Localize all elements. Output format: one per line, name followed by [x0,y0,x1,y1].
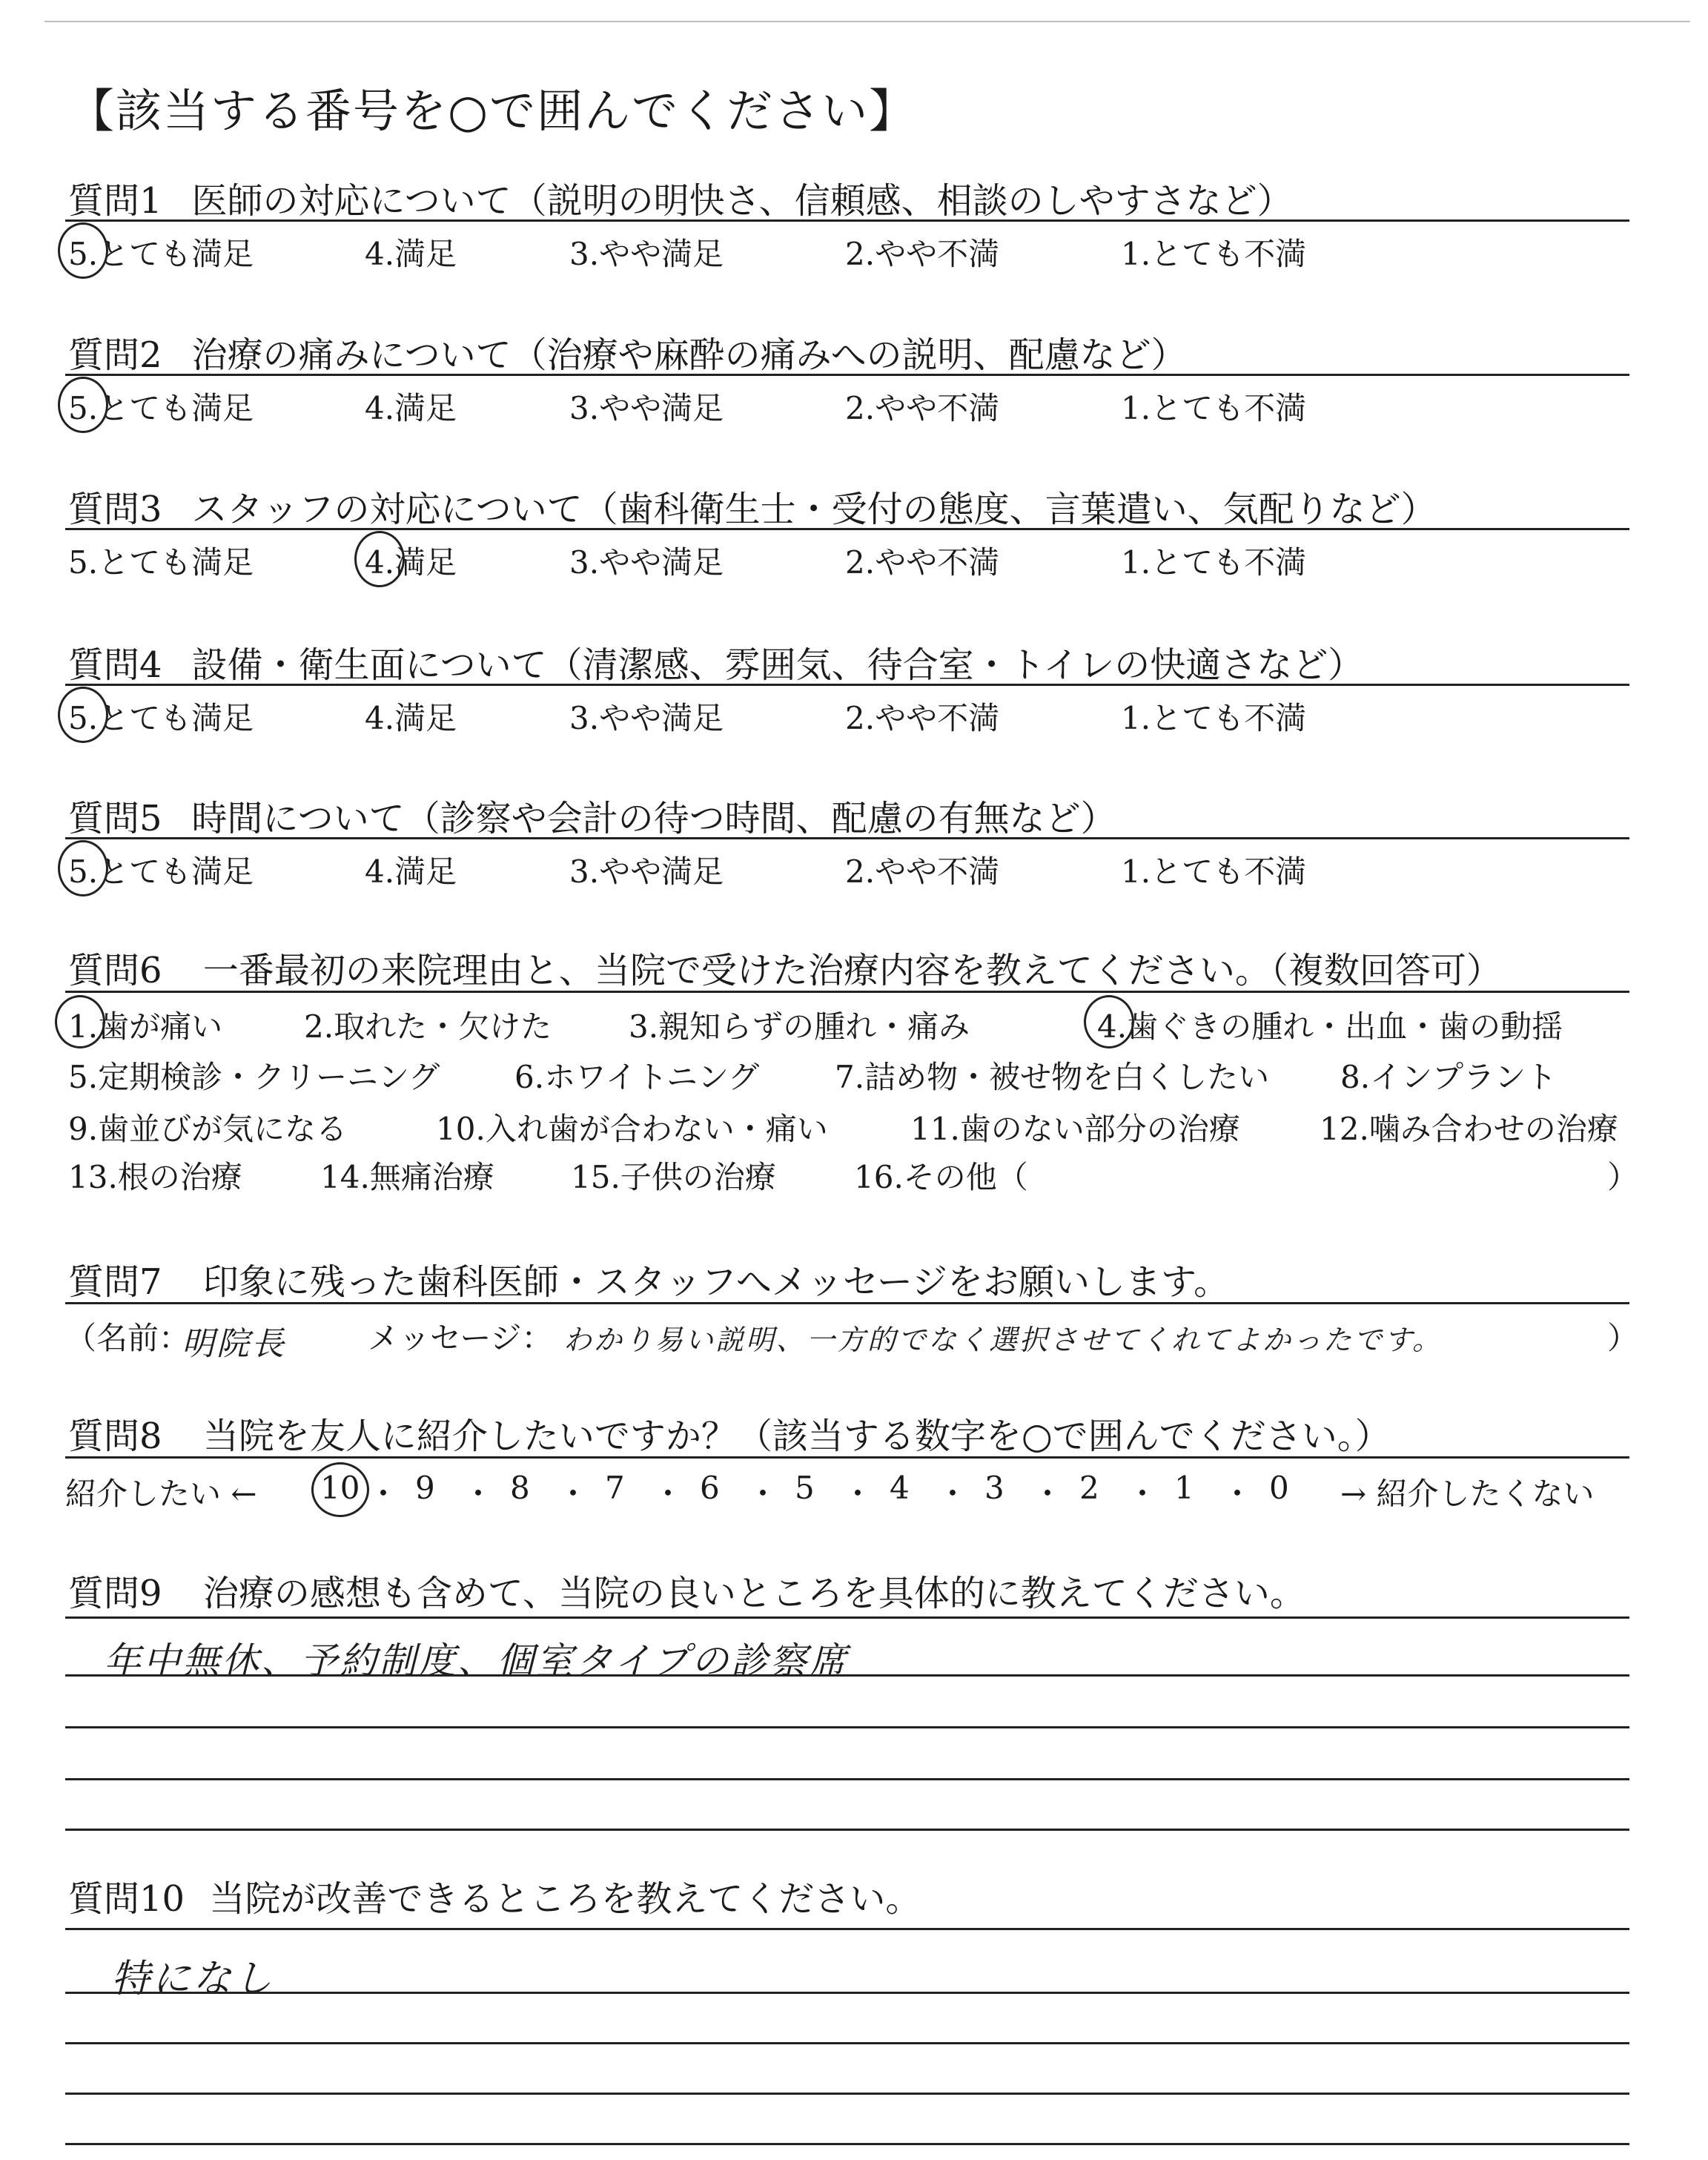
q3-text: スタッフの対応について（歯科衛生士・受付の態度、言葉遣い、気配りなど） [191,489,1437,530]
q6-text: 一番最初の来院理由と、当院で受けた治療内容を教えてください。（複数回答可） [202,950,1502,991]
q1-option-3[interactable]: 3.やや満足 [569,236,724,272]
q5-text: 時間について（診察や会計の待つ時間、配慮の有無など） [191,798,1116,839]
q8-separator: ・ [747,1476,779,1512]
q6-rule [65,991,1629,993]
q4-option-3[interactable]: 3.やや満足 [569,700,724,736]
q1-heading [68,172,1293,223]
q7-rule [65,1302,1629,1304]
q1-rule [65,219,1629,222]
q9-text: 治療の感想も含めて、当院の良いところを具体的に教えてください。 [202,1573,1305,1614]
q9-heading [68,1565,1305,1616]
q5-label: 質問5 [68,798,162,839]
q9-rule-1 [65,1616,1629,1619]
q8-scale-1[interactable]: 1 [1174,1470,1194,1506]
top-border [44,21,1690,22]
q7-text: 印象に残った歯科医師・スタッフへメッセージをお願いします。 [202,1261,1230,1303]
q8-scale-6[interactable]: 6 [700,1470,720,1506]
q4-selected-circle [58,687,108,743]
q8-scale-4[interactable]: 4 [890,1470,910,1506]
q2-heading [68,326,1187,377]
q10-answer: 特になし [111,1957,275,2001]
q8-left-label: 紹介したい ← [65,1476,257,1512]
q8-separator: ・ [1222,1476,1254,1512]
q8-separator: ・ [652,1476,684,1512]
q4-rule [65,684,1629,686]
q8-scale-7[interactable]: 7 [605,1470,625,1506]
q6-option-7[interactable]: 7.詰め物・被せ物を白くしたい [835,1059,1270,1095]
q6-close-paren: ） [1607,1159,1639,1195]
q9-rule-2 [65,1674,1629,1677]
q5-option-1[interactable]: 1.とても不満 [1121,853,1307,890]
q2-label: 質問2 [68,334,162,376]
q3-label: 質問3 [68,489,162,530]
q10-rule-1 [65,1928,1629,1930]
q9-rule-3 [65,1726,1629,1728]
q6-option-14[interactable]: 14.無痛治療 [320,1159,494,1195]
q6-option-9[interactable]: 9.歯並びが気になる [68,1111,348,1147]
q2-text: 治療の痛みについて（治療や麻酔の痛みへの説明、配慮など） [191,334,1187,376]
q9-rule-4 [65,1778,1629,1780]
q2-option-3[interactable]: 3.やや満足 [569,390,724,426]
q8-separator: ・ [557,1476,589,1512]
q1-option-2[interactable]: 2.やや不満 [845,236,1000,272]
q10-text: 当院が改善できるところを教えてください。 [209,1878,921,1920]
q9-label: 質問9 [68,1573,162,1614]
q8-right-label: → 紹介したくない [1340,1476,1595,1512]
q5-option-5[interactable]: 5.とても満足 [68,853,254,890]
page-title: 【該当する番号を○で囲んでください】 [68,84,917,138]
q6-option-13[interactable]: 13.根の治療 [68,1159,242,1195]
q1-option-5[interactable]: 5.とても満足 [68,236,254,272]
q3-option-4[interactable]: 4.満足 [365,544,457,581]
q5-option-2[interactable]: 2.やや不満 [845,853,1000,890]
q1-selected-circle [58,222,108,279]
q3-heading [68,480,1437,532]
q2-rule [65,374,1629,376]
q8-scale-9[interactable]: 9 [415,1470,435,1506]
q3-option-1[interactable]: 1.とても不満 [1121,544,1307,581]
q10-rule-2 [65,1992,1629,1994]
q6-option-1[interactable]: 1.歯が痛い [68,1008,223,1045]
q4-option-5[interactable]: 5.とても満足 [68,700,254,736]
q2-option-5[interactable]: 5.とても満足 [68,390,254,426]
q1-option-4[interactable]: 4.満足 [365,236,457,272]
q3-selected-circle [354,531,405,587]
q6-option-8[interactable]: 8.インプラント [1340,1059,1558,1095]
q6-option-15[interactable]: 15.子供の治療 [571,1159,776,1195]
q6-option-2[interactable]: 2.取れた・欠けた [304,1008,552,1045]
q8-scale-3[interactable]: 3 [984,1470,1004,1506]
q5-heading [68,790,1116,841]
q2-option-1[interactable]: 1.とても不満 [1121,390,1307,426]
q4-heading [68,636,1363,687]
q5-option-4[interactable]: 4.満足 [365,853,457,890]
q4-option-4[interactable]: 4.満足 [365,700,457,736]
q3-rule [65,528,1629,530]
q9-answer: 年中無休、予約制度、個室タイプの診察席 [104,1639,849,1682]
q6-option-10[interactable]: 10.入れ歯が合わない・痛い [436,1111,828,1147]
q8-scale-8[interactable]: 8 [510,1470,530,1506]
q1-option-1[interactable]: 1.とても不満 [1121,236,1307,272]
q8-separator: ・ [1032,1476,1064,1512]
q10-rule-4 [65,2093,1629,2095]
q8-scale-2[interactable]: 2 [1079,1470,1099,1506]
q7-heading [68,1253,1229,1304]
q7-message-label: メッセージ： [368,1320,553,1356]
q6-selected-circle-4 [1084,995,1134,1048]
q8-heading [68,1407,1391,1459]
q8-label: 質問8 [68,1416,162,1457]
q4-label: 質問4 [68,644,162,686]
q8-separator: ・ [842,1476,874,1512]
q7-name-value: 明院長 [182,1325,286,1363]
q8-separator: ・ [368,1476,400,1512]
q5-option-3[interactable]: 3.やや満足 [569,853,724,890]
q8-scale-10[interactable]: 10 [320,1470,360,1506]
q9-rule-5 [65,1829,1629,1831]
q3-option-2[interactable]: 2.やや不満 [845,544,1000,581]
q5-selected-circle [58,840,108,896]
q6-label: 質問6 [68,950,162,991]
q6-option-5[interactable]: 5.定期検診・クリーニング [68,1059,440,1095]
q8-separator: ・ [1127,1476,1159,1512]
q8-separator: ・ [937,1476,969,1512]
q8-separator: ・ [463,1476,494,1512]
q5-rule [65,837,1629,839]
q4-option-2[interactable]: 2.やや不満 [845,700,1000,736]
q1-text: 医師の対応について（説明の明快さ、信頼感、相談のしやすさなど） [191,180,1293,222]
q6-option-3[interactable]: 3.親知らずの腫れ・痛み [629,1008,970,1045]
q2-selected-circle [58,377,108,433]
q7-close-paren: ） [1607,1320,1639,1356]
q3-option-3[interactable]: 3.やや満足 [569,544,724,581]
q8-text: 当院を友人に紹介したいですか？（該当する数字を○で囲んでください。） [202,1416,1391,1457]
q6-option-12[interactable]: 12.噛み合わせの治療 [1320,1111,1618,1147]
q8-scale-0[interactable]: 0 [1269,1470,1289,1506]
q4-text: 設備・衛生面について（清潔感、雰囲気、待合室・トイレの快適さなど） [191,644,1364,686]
q2-option-2[interactable]: 2.やや不満 [845,390,1000,426]
q10-heading [68,1870,921,1921]
q6-selected-circle-1 [55,995,105,1048]
q7-message-value: わかり易い説明、一方的でなく選択させてくれてよかったです。 [563,1324,1443,1356]
q6-option-16[interactable]: 16.その他（ [854,1159,1028,1195]
q8-selected-circle [311,1462,369,1517]
q7-name-label: （名前： [65,1320,191,1356]
q4-option-1[interactable]: 1.とても不満 [1121,700,1307,736]
q6-heading [68,942,1502,993]
q6-option-11[interactable]: 11.歯のない部分の治療 [910,1111,1240,1147]
q1-label: 質問1 [68,180,162,222]
q8-rule [65,1456,1629,1459]
q6-option-6[interactable]: 6.ホワイトニング [514,1059,760,1095]
q7-label: 質問7 [68,1261,162,1303]
q6-option-4[interactable]: 4.歯ぐきの腫れ・出血・歯の動揺 [1097,1008,1563,1045]
q10-rule-5 [65,2143,1629,2145]
q10-label: 質問10 [68,1878,185,1920]
q3-option-5[interactable]: 5.とても満足 [68,544,254,581]
q2-option-4[interactable]: 4.満足 [365,390,457,426]
q8-scale-5[interactable]: 5 [795,1470,815,1506]
q10-rule-3 [65,2042,1629,2044]
